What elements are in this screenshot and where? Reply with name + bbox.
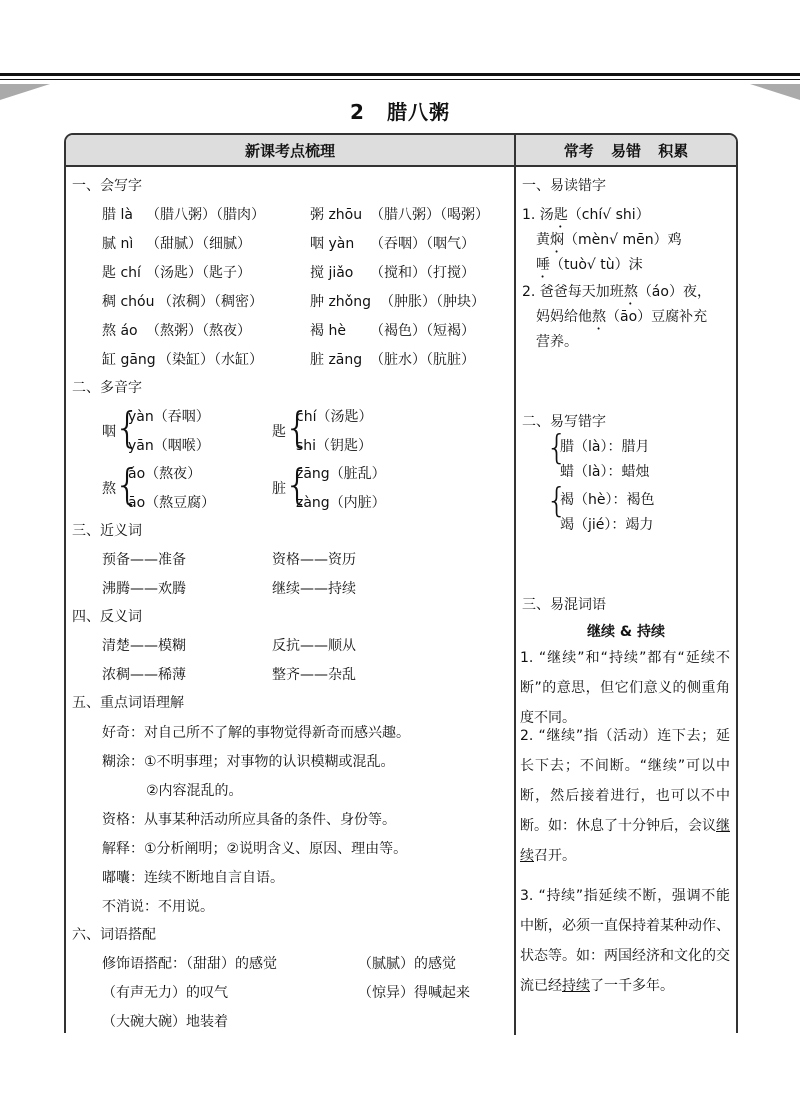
char-words: （甜腻）（细腻） [146,236,251,252]
collocation-line: 修饰语搭配：（甜甜）的感觉 [102,956,277,972]
polyphone-reading: āo（熬豆腐） [128,495,216,511]
brace-icon: { [546,481,568,521]
definition-line: 解释：①分析阐明；②说明含义、原因、理由等。 [102,841,408,857]
antonym-pair: 整齐——杂乱 [272,667,356,683]
char-words: （搅和）（打搅） [370,265,475,281]
char-words: （腊八粥）（腊肉） [146,207,265,223]
char-pinyin: 肿 zhǒng [310,294,371,310]
definition-line: 糊涂：①不明事理；对事物的认识模糊或混乱。 [102,754,395,770]
definition-line: 不消说：不用说。 [102,899,214,915]
miswrite-line: 蜡（là）：蜡烛 [560,464,650,480]
collocation-line: （大碗大碗）地装着 [102,1014,228,1030]
synonym-pair: 预备——准备 [102,552,186,568]
section-heading: 一、会写字 [72,178,142,194]
miswrite-line: 褐（hè）：褐色 [560,492,655,508]
char-pinyin: 熬 áo [102,323,138,339]
column-divider [514,135,516,1035]
misread-line: 唾（tuò√ tù）沫 [536,257,643,273]
synonym-pair: 资格——资历 [272,552,356,568]
char-pinyin: 匙 chí [102,265,141,281]
definition-line: 嘟囔：连续不断地自言自语。 [102,870,284,886]
char-pinyin: 稠 chóu [102,294,155,310]
char-words: （吞咽）（咽气） [370,236,475,252]
polyphone-char: 熬 [102,481,116,497]
char-pinyin: 咽 yàn [310,236,355,252]
brace-icon: { [546,428,568,468]
synonym-pair: 沸腾——欢腾 [102,581,186,597]
char-pinyin: 粥 zhōu [310,207,363,223]
polyphone-reading: áo（熬夜） [128,466,202,482]
misread-line: 1. 汤匙（chí√ shi） [522,207,650,223]
polyphone-reading: zàng（内脏） [296,495,386,511]
page-title [0,96,800,125]
definition-line: 好奇：对自己所不了解的事物觉得新奇而感兴趣。 [102,725,410,741]
antonym-pair: 反抗——顺从 [272,638,356,654]
polyphone-reading: zāng（脏乱） [296,466,386,482]
section-heading: 三、易混词语 [522,597,606,613]
polyphone-reading: shi（钥匙） [296,438,373,454]
char-words: （汤匙）（匙子） [146,265,251,281]
content-frame [64,133,738,1033]
polyphone-char: 脏 [272,481,286,497]
brace-icon: { [114,460,141,509]
misread-line: 黄焖（mèn√ mēn）鸡 [536,232,682,248]
char-pinyin: 缸 gāng [102,352,156,368]
misread-line: 妈妈给他熬（āo）豆腐补充 [536,309,708,325]
confusable-subtitle: 继续 & 持续 [587,624,665,640]
polyphone-reading: yàn（吞咽） [128,409,210,425]
brace-icon: { [284,403,311,452]
antonym-pair: 清楚——模糊 [102,638,186,654]
char-words: （褐色）（短褐） [370,323,475,339]
char-pinyin: 脏 zāng [310,352,363,368]
lesson-title: 腊八粥 [386,100,450,124]
brace-icon: { [284,460,311,509]
definition-line: ②内容混乱的。 [146,783,243,799]
polyphone-reading: chí（汤匙） [296,409,373,425]
char-words: （熬粥）（熬夜） [146,323,251,339]
collocation-line: （腻腻）的感觉 [358,956,456,972]
char-words: （浓稠）（稠密） [158,294,263,310]
char-pinyin: 腻 nì [102,236,134,252]
confusable-para: 3. “持续”指延续不断，强调不能中断，必须一直保持着某种动作、状态等。如：两国经济和文化的交流已经持续了一千多年。 [520,888,730,994]
char-words: （肿胀）（肿块） [380,294,485,310]
collocation-line: （有声无力）的叹气 [102,985,228,1001]
right-column-header: 常考 易错 积累 [516,135,736,167]
synonym-pair: 继续——持续 [272,581,356,597]
polyphone-char: 咽 [102,424,116,440]
confusable-para: 1. “继续”和“持续”都有“延续不断”的意思，但它们意义的侧重角度不同。 [520,650,730,726]
char-pinyin: 褐 hè [310,323,346,339]
brace-icon: { [114,403,141,452]
section-heading: 六、词语搭配 [72,927,156,943]
char-pinyin: 搅 jiǎo [310,265,354,281]
polyphone-char: 匙 [272,424,286,440]
section-heading: 四、反义词 [72,609,142,625]
left-column-header: 新课考点梳理 [66,135,514,167]
collocation-line: （惊异）得喊起来 [358,985,470,1001]
section-heading: 二、易写错字 [522,414,606,430]
confusable-para: 2. “继续”指（活动）连下去；延长下去；不间断。“继续”可以中断，然后接着进行，也可以不中断。如：休息了十分钟后，会议继续召开。 [520,728,730,864]
section-heading: 五、重点词语理解 [72,695,184,711]
misread-line: 2. 爸爸每天加班熬（áo）夜， [522,284,711,300]
miswrite-line: 竭（jié）：竭力 [560,517,654,533]
definition-line: 资格：从事某种活动所应具备的条件、身份等。 [102,812,396,828]
misread-line: 营养。 [536,334,578,350]
lesson-number: 2 [350,100,365,124]
polyphone-reading: yān（咽喉） [128,438,210,454]
miswrite-line: 腊（là）：腊月 [560,439,650,455]
top-rule-thick [0,73,800,76]
section-heading: 二、多音字 [72,380,142,396]
char-pinyin: 腊 là [102,207,133,223]
top-rule-thin [0,79,800,80]
section-heading: 三、近义词 [72,523,142,539]
char-words: （染缸）（水缸） [158,352,263,368]
char-words: （脏水）（肮脏） [370,352,475,368]
section-heading: 一、易读错字 [522,178,606,194]
char-words: （腊八粥）（喝粥） [370,207,489,223]
antonym-pair: 浓稠——稀薄 [102,667,186,683]
